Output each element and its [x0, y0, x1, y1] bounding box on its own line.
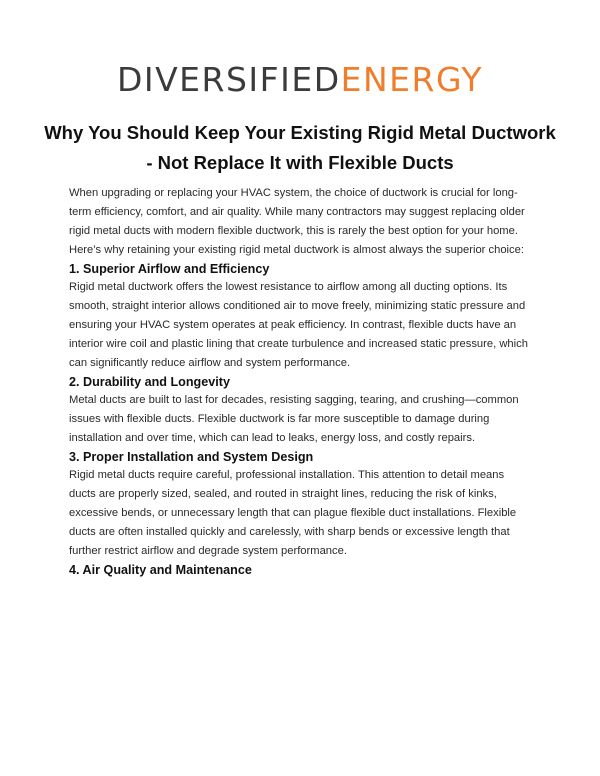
- section-heading-air-quality: 4. Air Quality and Maintenance: [69, 563, 252, 577]
- section-body-airflow: Rigid metal ductwork offers the lowest resistance to airflow among all ducting options. Its smooth, straight interior allows conditioned air to move freely, minimizing static pressure and ensuring your HVAC system operates at peak efficiency. In contrast, flexible ducts have an interior wire coil and plastic lining that create turbulence and increased static pressure, which can significantly reduce airflow and system performance.: [69, 281, 528, 369]
- document-body: [69, 184, 531, 579]
- section-body-installation: Rigid metal ducts require careful, professional installation. This attention to detail means ducts are properly sized, sealed, and routed in straight lines, reducing the risk of kinks, excessive bends, or unnecessary length that can plague flexible duct installations. Flexible ducts are often installed quickly and carelessly, with sharp bends or excessive length that further restrict airflow and degrade system performance.: [69, 469, 517, 557]
- company-logo: [0, 60, 600, 100]
- document-title: Why You Should Keep Your Existing Rigid Metal Ductwork - Not Replace It with Flexible Ducts: [44, 122, 556, 173]
- section-heading-airflow: 1. Superior Airflow and Efficiency: [69, 262, 270, 276]
- section-heading-installation: 3. Proper Installation and System Design: [69, 450, 314, 464]
- section-heading-durability: 2. Durability and Longevity: [69, 375, 230, 389]
- logo-text-energy: ENERGY: [340, 60, 484, 99]
- section-body-durability: Metal ducts are built to last for decades, resisting sagging, tearing, and crushing—common issues with flexible ducts. Flexible ductwork is far more susceptible to damage during installation and over time, which can lead to leaks, energy loss, and costly repairs.: [69, 394, 519, 444]
- intro-paragraph: When upgrading or replacing your HVAC system, the choice of ductwork is crucial for long-term efficiency, comfort, and air quality. While many contractors may suggest replacing older rigid metal ducts with modern flexible ductwork, this is rarely the best option for your home. Here’s why retaining your existing rigid metal ductwork is almost always the superior choice:: [69, 187, 525, 256]
- logo-text-diversified: DIVERSIFIED: [116, 60, 341, 99]
